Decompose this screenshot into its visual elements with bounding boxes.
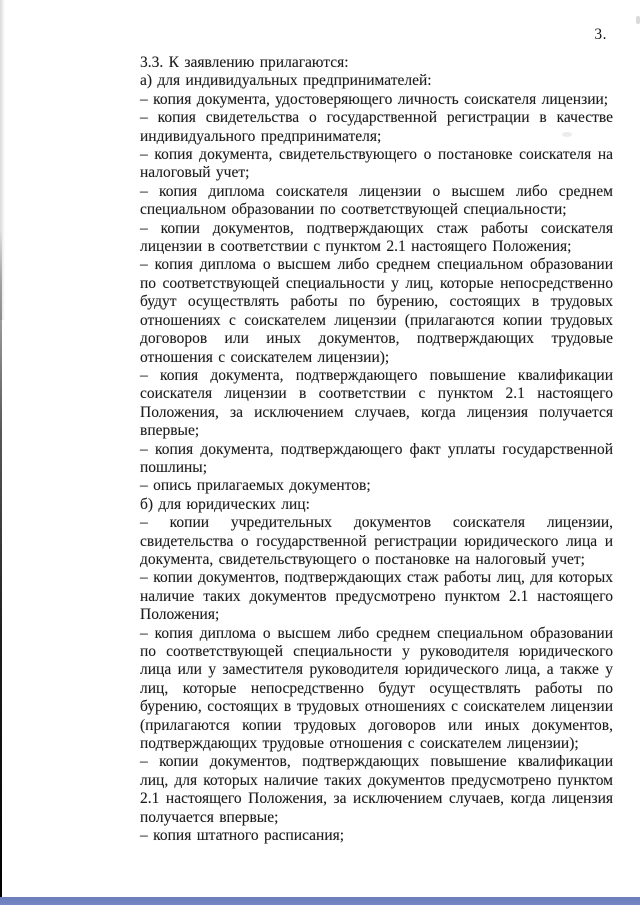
document-body — [140, 54, 613, 845]
list-item: – копия документа, подтверждающего повышение квалификации соискателя лицензии в соответствии с пунктом 2.1 настоящего Положения, за исключением случаев, когда лицензия получается впервые; — [140, 366, 613, 440]
scan-artifact — [636, 16, 640, 24]
list-item: – опись прилагаемых документов; — [140, 477, 371, 495]
list-item: – копия диплома о высшем либо среднем специальном образовании по соответствующей специальности у руководителя юридического лица или у заместителя руководителя юридического лица, а также у лиц, которые непосредственно будут осуществлять работы по бурению, состоящих в трудовых отношениях с соискателем лицензии (прилагаются копии трудовых договоров или иных документов, подтверждающих трудовые отношения с соискателем лицензии); — [140, 624, 613, 753]
section-b-items — [140, 514, 613, 845]
list-item: – копия свидетельства о государственной регистрации в качестве индивидуального предпринимателя; — [140, 109, 613, 145]
list-item: – копии документов, подтверждающих стаж работы лиц, для которых наличие таких документов предусмотрено пунктом 2.1 настоящего Положения; — [140, 569, 613, 624]
section-a-heading: а) для индивидуальных предпринимателей: — [140, 72, 432, 90]
list-item: – копия документа, свидетельствующего о постановке соискателя на налоговый учет; — [140, 146, 613, 182]
list-item: – копии документов, подтверждающих стаж работы соискателя лицензии в соответствии с пунктом 2.1 настоящего Положения; — [140, 219, 613, 256]
list-item: – копия штатного расписания; — [140, 827, 345, 845]
list-item: – копии учредительных документов соискателя лицензии, свидетельства о государственной регистрации юридического лица и документа, свидетельствующего о постановке на налоговый учет; — [140, 514, 613, 568]
list-item: – копия документа, удостоверяющего личность соискателя лицензии; — [140, 90, 609, 108]
section-b-heading: б) для юридических лиц: — [140, 495, 310, 513]
list-item: – копия диплома соискателя лицензии о высшем либо среднем специальном образовании по соответствующей специальности; — [140, 182, 613, 219]
list-item: – копии документов, подтверждающих повышение квалификации лиц, для которых наличие таких документов предусмотрено пунктом 2.1 настоящего Положения, за исключением случаев, когда лицензия получается впервые; — [140, 753, 613, 826]
clause-3-3-intro: 3.3. К заявлению прилагаются: — [140, 54, 349, 71]
bottom-blue-bar — [0, 897, 640, 905]
list-item: – копия документа, подтверждающего факт уплаты государственной пошлины; — [140, 440, 613, 476]
scan-edge-shading — [0, 0, 5, 320]
scan-edge-line — [0, 230, 2, 905]
page-number: 3. — [594, 26, 607, 43]
section-a-items — [140, 91, 613, 496]
list-item: – копия диплома о высшем либо среднем специальном образовании по соответствующей специальности у лиц, которые непосредственно будут осуществлять работы по бурению, состоящих в трудовых отношениях с соискателем лицензии (прилагаются копии трудовых договоров или иных документов, подтверждающих трудовые отношения с соискателем лицензии); — [140, 256, 613, 366]
